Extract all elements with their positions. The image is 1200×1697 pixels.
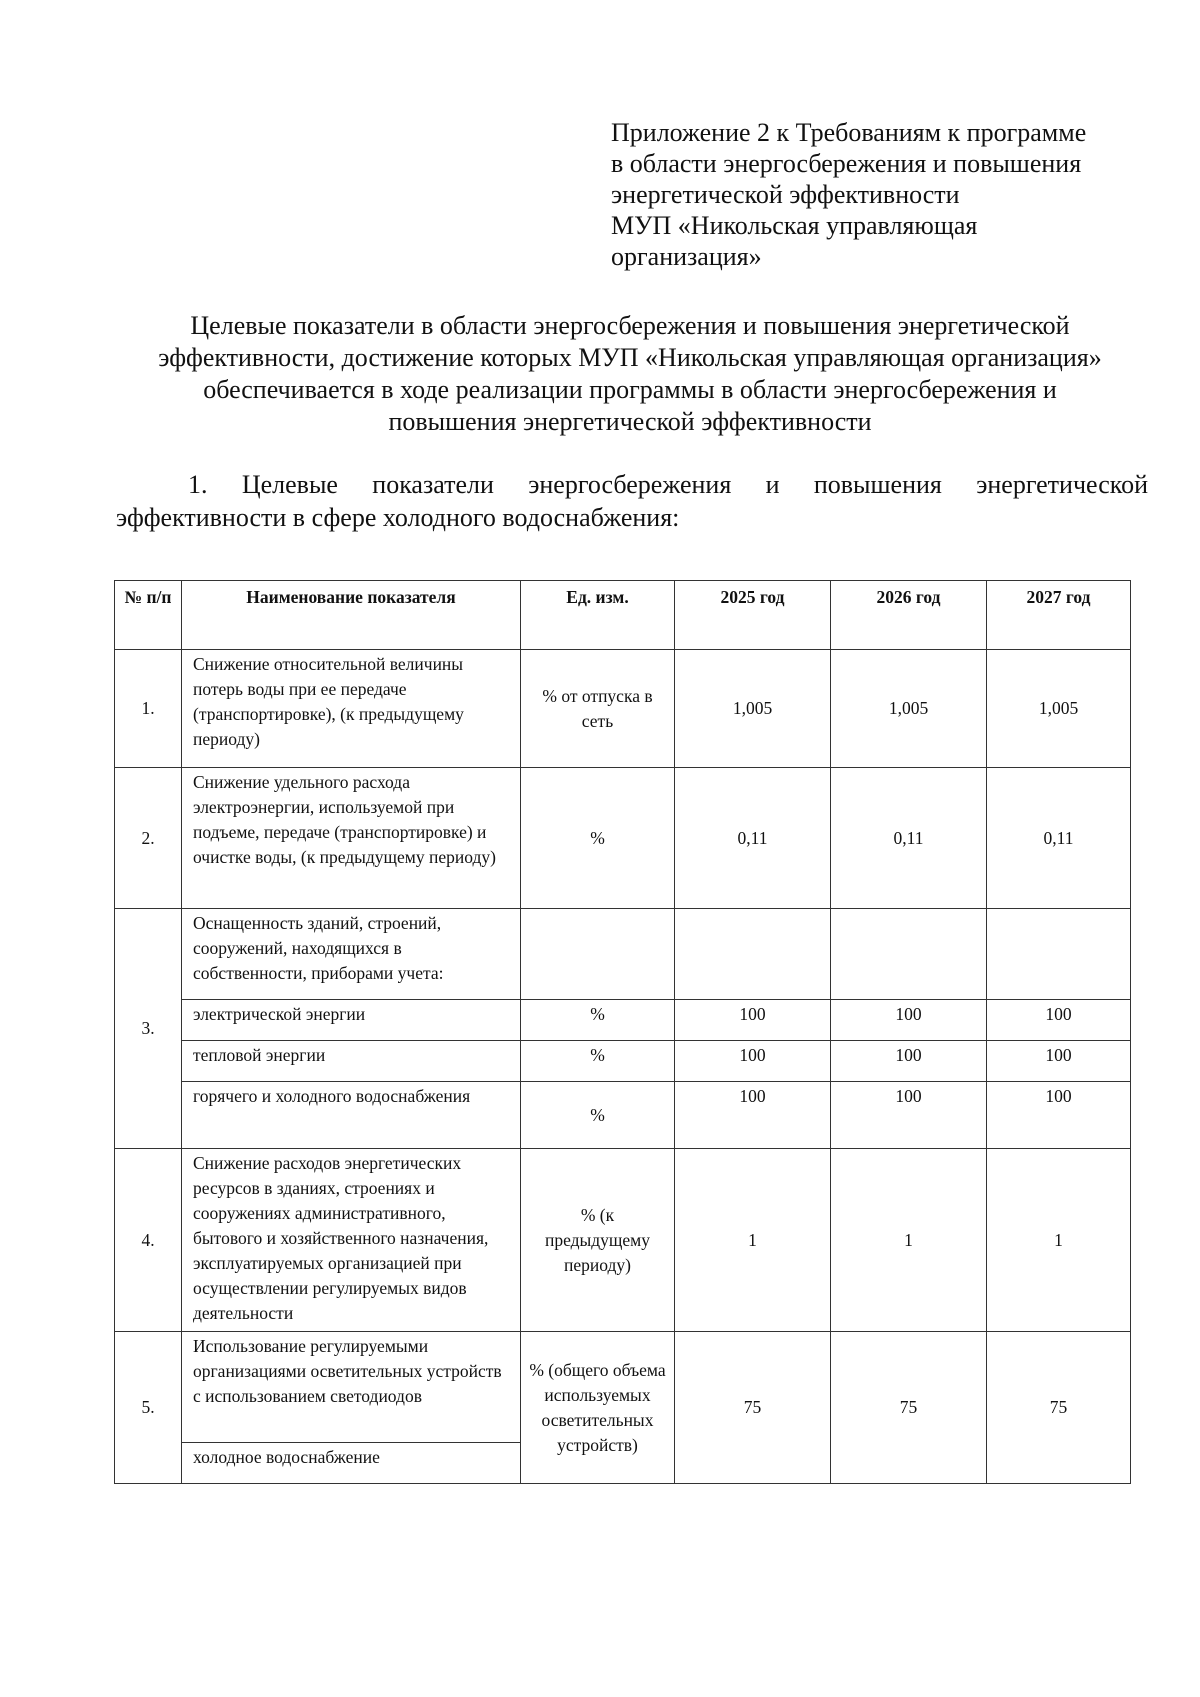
header-num: № п/п (115, 581, 182, 650)
value-2026: 1,005 (831, 650, 987, 768)
value-2027: 1 (987, 1149, 1131, 1332)
value-2026: 75 (831, 1332, 987, 1484)
table-row (115, 650, 1131, 768)
header-name: Наименование показателя (182, 581, 521, 650)
indicator-subname: тепловой энергии (182, 1041, 521, 1082)
table-subrow (115, 1082, 1131, 1149)
title-line: эффективности, достижение которых МУП «Никольская управляющая организация» (158, 343, 1102, 372)
appendix-header (611, 117, 1171, 272)
value-2025: 75 (675, 1332, 831, 1484)
value-2027 (987, 909, 1131, 1000)
indicator-subname: горячего и холодного водоснабжения (182, 1082, 521, 1149)
table-row (115, 1332, 1131, 1443)
header-unit: Ед. изм. (521, 581, 675, 650)
value-2027: 1,005 (987, 650, 1131, 768)
title-line: Целевые показатели в области энергосбережения и повышения энергетической (190, 311, 1070, 340)
value-2026: 0,11 (831, 768, 987, 909)
header-2026: 2026 год (831, 581, 987, 650)
indicator-name: Снижение удельного расхода электроэнергии, используемой при подъеме, передаче (транспортировке) и очистке воды, (к предыдущему периоду) (182, 768, 521, 909)
indicator-subname: холодное водоснабжение (182, 1443, 521, 1484)
value-2026 (831, 909, 987, 1000)
value-2027: 100 (987, 1000, 1131, 1041)
header-2025: 2025 год (675, 581, 831, 650)
table-row (115, 768, 1131, 909)
value-2027: 0,11 (987, 768, 1131, 909)
value-2026: 1 (831, 1149, 987, 1332)
section-heading-line: 1. Целевые показатели энергосбережения и повышения энергетической (188, 470, 1148, 499)
unit-cell: % (521, 1000, 675, 1041)
value-2027: 100 (987, 1082, 1131, 1149)
value-2025: 1 (675, 1149, 831, 1332)
unit-cell: % (521, 1082, 675, 1149)
row-number: 3. (115, 909, 182, 1149)
indicator-name: Использование регулируемыми организациями осветительных устройств с использованием светодиодов (182, 1332, 521, 1443)
value-2026: 100 (831, 1000, 987, 1041)
table-subrow (115, 1041, 1131, 1082)
header-2027: 2027 год (987, 581, 1131, 650)
table-row (115, 909, 1131, 1000)
unit-cell (521, 909, 675, 1000)
title-line: повышения энергетической эффективности (388, 407, 872, 436)
value-2027: 100 (987, 1041, 1131, 1082)
row-number: 1. (115, 650, 182, 768)
row-number: 5. (115, 1332, 182, 1484)
indicator-subname: электрической энергии (182, 1000, 521, 1041)
indicators-table (114, 580, 1131, 1484)
value-2025: 100 (675, 1041, 831, 1082)
unit-cell: % (общего объема используемых осветительных устройств) (521, 1332, 675, 1484)
value-2026: 100 (831, 1082, 987, 1149)
table-subrow (115, 1000, 1131, 1041)
indicator-name: Оснащенность зданий, строений, сооружений, находящихся в собственности, приборами учета: (182, 909, 521, 1000)
unit-cell: % (521, 768, 675, 909)
value-2027: 75 (987, 1332, 1131, 1484)
unit-cell: % (521, 1041, 675, 1082)
row-number: 2. (115, 768, 182, 909)
appendix-line: энергетической эффективности (611, 180, 960, 209)
table-header-row (115, 581, 1131, 650)
title-line: обеспечивается в ходе реализации программы в области энергосбережения и (203, 375, 1057, 404)
value-2025: 100 (675, 1000, 831, 1041)
row-number: 4. (115, 1149, 182, 1332)
appendix-line: Приложение 2 к Требованиям к программе (611, 118, 1087, 147)
value-2026: 100 (831, 1041, 987, 1082)
value-2025: 0,11 (675, 768, 831, 909)
value-2025 (675, 909, 831, 1000)
table-row (115, 1149, 1131, 1332)
unit-cell: % от отпуска в сеть (521, 650, 675, 768)
section-heading (116, 468, 1148, 534)
indicator-name: Снижение относительной величины потерь воды при ее передаче (транспортировке), (к предыдущему периоду) (182, 650, 521, 768)
document-title (100, 310, 1160, 438)
value-2025: 100 (675, 1082, 831, 1149)
value-2025: 1,005 (675, 650, 831, 768)
unit-cell: % (к предыдущему периоду) (521, 1149, 675, 1332)
section-heading-line: эффективности в сфере холодного водоснабжения: (116, 503, 680, 532)
appendix-line: МУП «Никольская управляющая (611, 211, 978, 240)
appendix-line: организация» (611, 242, 762, 271)
indicator-name: Снижение расходов энергетических ресурсов в зданиях, строениях и сооружениях административного, бытового и хозяйственного назначения, эксплуатируемых организацией при осуществлении регулируемых видов деятельности (182, 1149, 521, 1332)
appendix-line: в области энергосбережения и повышения (611, 149, 1082, 178)
